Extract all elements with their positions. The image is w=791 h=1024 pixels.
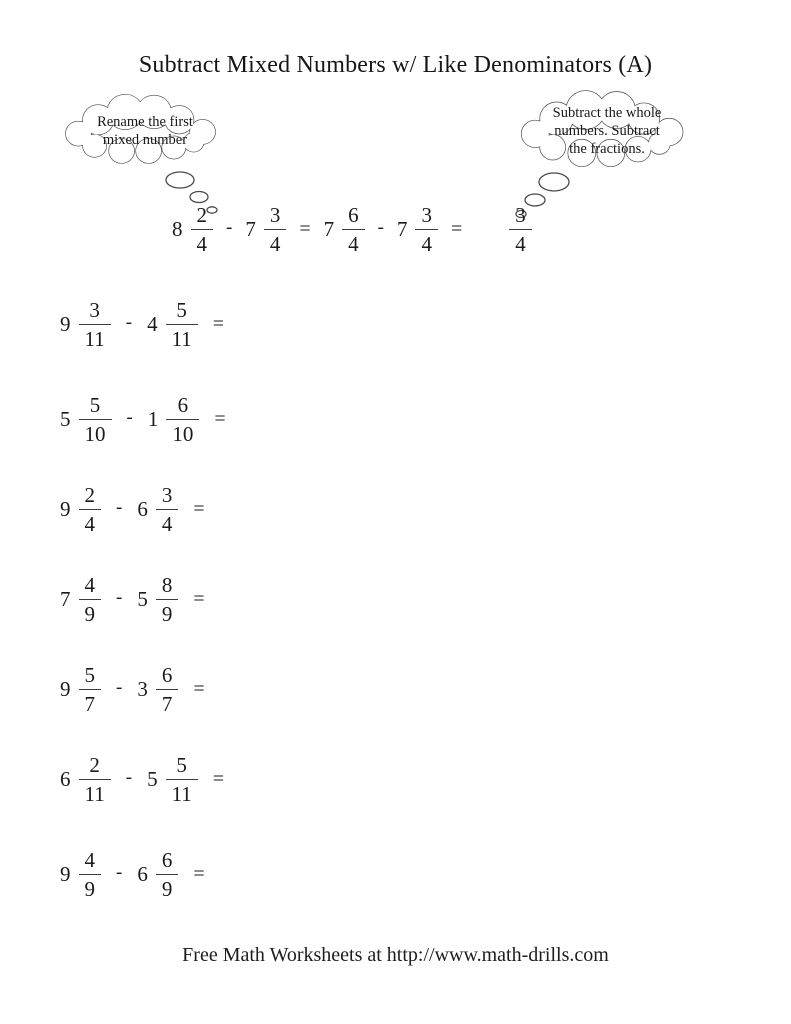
whole-number: 5 <box>147 767 158 792</box>
numerator: 2 <box>89 753 100 777</box>
denominator: 11 <box>166 779 198 805</box>
fraction <box>79 574 102 625</box>
mixed-number <box>60 849 101 900</box>
denominator: 4 <box>191 229 214 255</box>
fraction <box>79 394 112 445</box>
numerator: 3 <box>269 203 281 227</box>
mixed-number <box>137 664 178 715</box>
denominator: 9 <box>156 599 179 625</box>
mixed-number <box>324 204 365 255</box>
numerator: 3 <box>161 483 173 507</box>
mixed-number <box>60 484 101 535</box>
numerator: 5 <box>176 298 187 322</box>
mixed-number <box>397 204 438 255</box>
bubble-left-line: Rename the first <box>97 113 193 130</box>
minus-sign: - <box>126 406 133 428</box>
bubble-right-text <box>532 102 682 160</box>
minus-sign: - <box>226 216 233 238</box>
mixed-number <box>60 664 101 715</box>
bubble-left-line: mixed number <box>102 132 188 148</box>
fraction <box>156 664 179 715</box>
mixed-number <box>137 574 178 625</box>
bubble-left-text <box>77 106 213 156</box>
whole-number: 6 <box>137 497 148 522</box>
denominator: 11 <box>79 324 111 350</box>
fraction <box>342 204 365 255</box>
whole-number: 6 <box>60 767 71 792</box>
fraction <box>156 574 179 625</box>
bubble-right-line: numbers. Subtract <box>554 122 660 139</box>
example-equation <box>172 204 532 255</box>
minus-sign: - <box>116 676 123 698</box>
whole-number: 7 <box>60 587 71 612</box>
equals-sign: = <box>193 863 205 886</box>
equals-sign: = <box>214 408 226 431</box>
whole-number: 4 <box>147 312 158 337</box>
denominator: 4 <box>509 229 532 255</box>
problem-row <box>60 849 205 900</box>
equals-sign: = <box>212 768 225 791</box>
problem-row <box>60 754 224 805</box>
minus-sign: - <box>125 766 133 788</box>
denominator: 4 <box>264 229 287 255</box>
denominator: 10 <box>166 419 199 445</box>
numerator: 5 <box>176 753 187 777</box>
mixed-number <box>60 299 111 350</box>
mixed-number <box>148 394 200 445</box>
whole-number: 9 <box>60 312 71 337</box>
numerator: 2 <box>196 203 207 227</box>
numerator: 8 <box>161 573 173 597</box>
whole-number: 7 <box>245 217 256 242</box>
thought-bubble-right <box>510 88 704 174</box>
thought-bubble-left <box>55 92 235 170</box>
fraction <box>264 204 287 255</box>
minus-sign: - <box>116 496 123 518</box>
mixed-number <box>172 204 213 255</box>
equals-sign: = <box>299 218 311 241</box>
footer-credit: Free Math Worksheets at http://www.math-drills.com <box>182 944 609 966</box>
whole-number: 8 <box>172 217 183 242</box>
numerator: 5 <box>89 393 101 417</box>
problem-row <box>60 574 205 625</box>
equals-sign: = <box>193 498 205 521</box>
fraction <box>415 204 438 255</box>
minus-sign: - <box>116 861 123 883</box>
whole-number: 3 <box>137 677 148 702</box>
whole-number: 9 <box>60 862 71 887</box>
mixed-number <box>147 754 198 805</box>
fraction <box>79 754 111 805</box>
whole-number: 6 <box>137 862 148 887</box>
mixed-number <box>147 299 198 350</box>
fraction <box>166 394 199 445</box>
denominator: 10 <box>79 419 112 445</box>
fraction <box>156 849 179 900</box>
denominator: 11 <box>79 779 111 805</box>
whole-number: 7 <box>396 217 408 242</box>
denominator: 4 <box>79 509 102 535</box>
numerator: 6 <box>177 393 189 417</box>
numerator: 4 <box>84 573 95 597</box>
whole-number: 9 <box>60 677 71 702</box>
problem-row <box>60 664 205 715</box>
fraction <box>79 299 111 350</box>
bubble-right-line: the fractions. <box>569 141 645 158</box>
whole-number: 7 <box>323 217 335 242</box>
mixed-number <box>60 394 112 445</box>
numerator: 6 <box>161 848 173 872</box>
denominator: 7 <box>156 689 179 715</box>
numerator: 3 <box>421 203 432 227</box>
result-fraction <box>509 204 532 255</box>
mixed-number <box>137 484 178 535</box>
fraction <box>79 664 102 715</box>
fraction <box>166 754 198 805</box>
numerator: 5 <box>84 663 95 687</box>
denominator: 9 <box>156 874 179 900</box>
minus-sign: - <box>116 586 123 608</box>
numerator: 3 <box>515 203 526 227</box>
equals-sign: = <box>193 588 205 611</box>
page-title: Subtract Mixed Numbers w/ Like Denominators (A) <box>138 52 653 78</box>
numerator: 2 <box>84 483 95 507</box>
denominator: 7 <box>79 689 102 715</box>
denominator: 9 <box>79 874 102 900</box>
fraction <box>79 484 102 535</box>
bubble-right-line: Subtract the whole <box>552 104 662 121</box>
equals-sign: = <box>212 313 225 336</box>
mixed-number <box>60 754 111 805</box>
equals-sign: = <box>450 218 463 241</box>
fraction <box>191 204 214 255</box>
denominator: 4 <box>156 509 179 535</box>
fraction <box>156 484 179 535</box>
denominator: 4 <box>415 229 438 255</box>
problem-row <box>60 484 205 535</box>
numerator: 6 <box>348 203 359 227</box>
denominator: 4 <box>342 229 365 255</box>
equals-sign: = <box>193 678 205 701</box>
minus-sign: - <box>125 311 133 333</box>
numerator: 3 <box>89 298 100 322</box>
numerator: 4 <box>84 848 95 872</box>
minus-sign: - <box>377 216 384 238</box>
numerator: 6 <box>161 663 173 687</box>
whole-number: 9 <box>60 497 71 522</box>
whole-number: 5 <box>60 407 71 432</box>
mixed-number <box>245 204 286 255</box>
whole-number: 5 <box>137 587 148 612</box>
mixed-number <box>137 849 178 900</box>
fraction <box>166 299 198 350</box>
fraction <box>79 849 102 900</box>
denominator: 9 <box>79 599 102 625</box>
mixed-number <box>60 574 101 625</box>
whole-number: 1 <box>147 407 159 432</box>
problem-row <box>60 299 224 350</box>
problem-row <box>60 394 226 445</box>
denominator: 11 <box>166 324 198 350</box>
